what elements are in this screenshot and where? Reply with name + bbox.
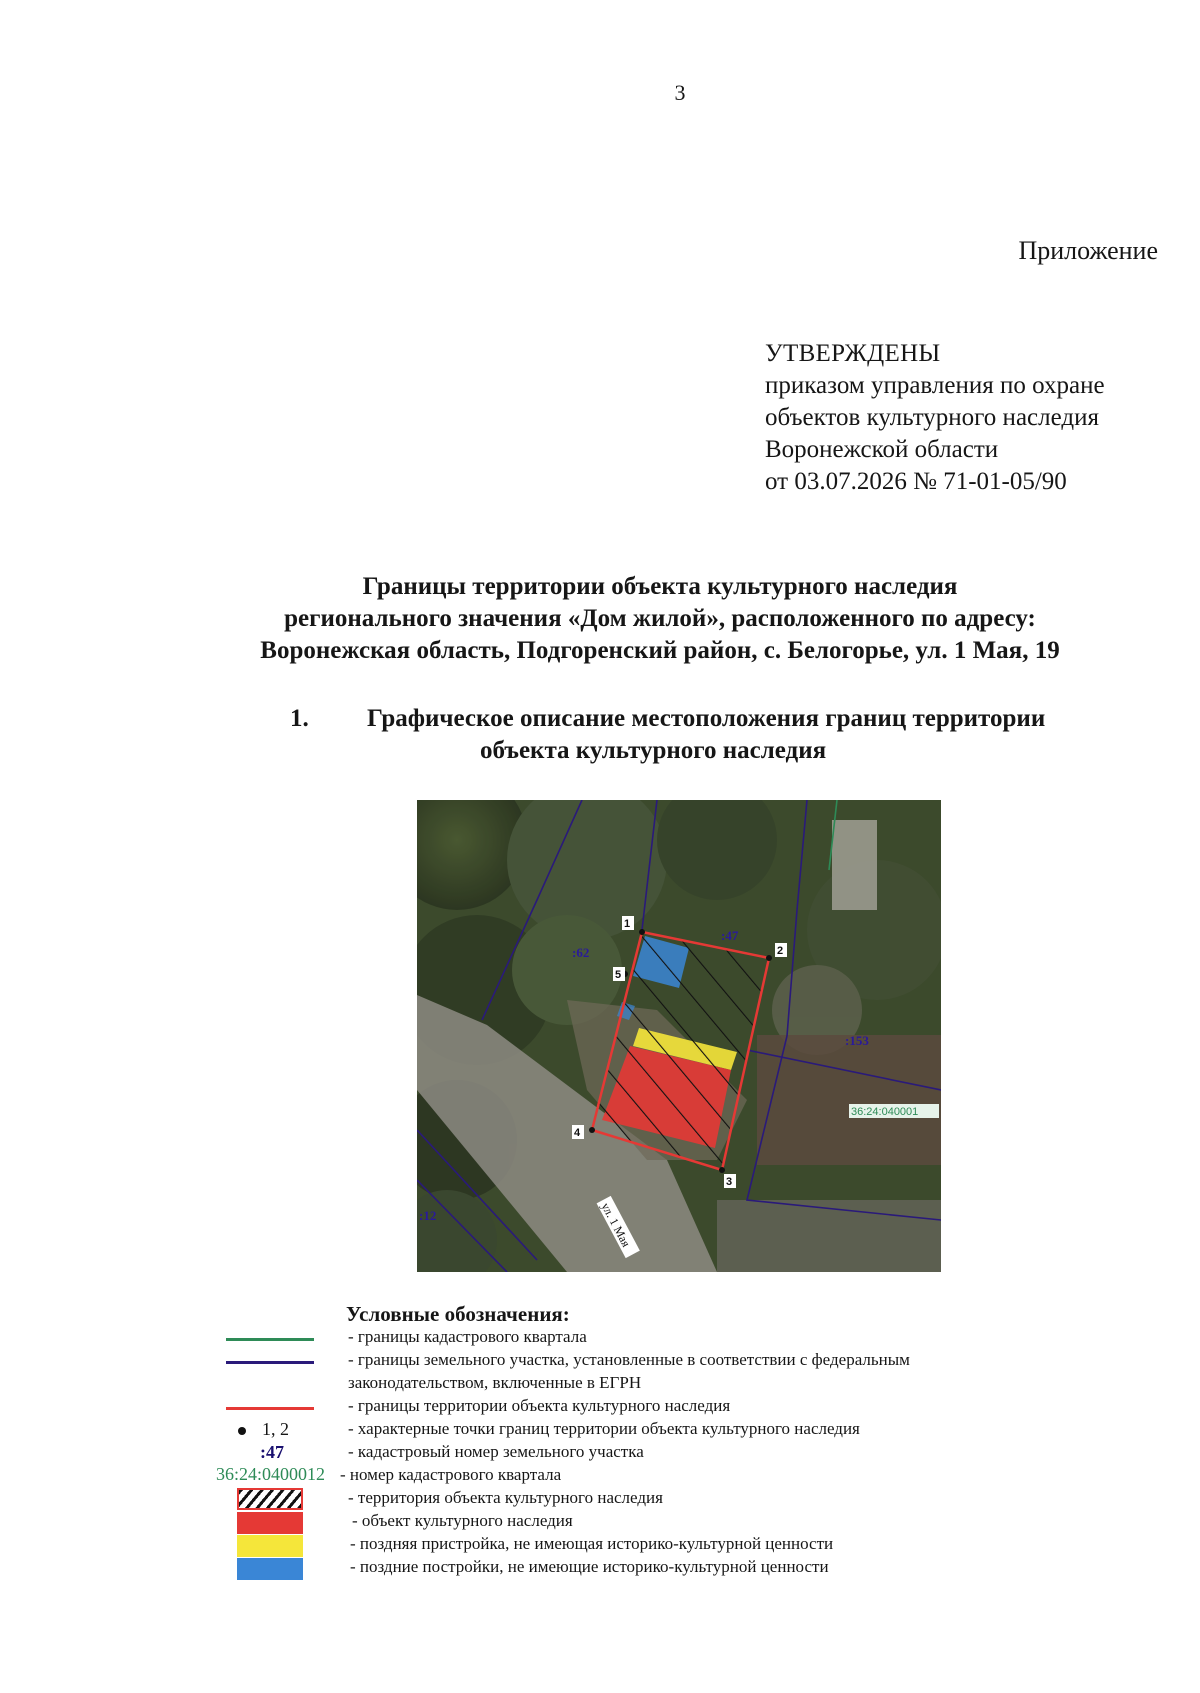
- legend-symbol-point: [238, 1427, 246, 1435]
- approval-line: объектов культурного наследия: [765, 404, 1099, 431]
- legend-symbol-parcel-number: :47: [260, 1442, 284, 1462]
- page-number: 3: [674, 80, 686, 105]
- section-title-line: Графическое описание местоположения границ территории: [367, 705, 1046, 732]
- boundary-point: [639, 929, 645, 935]
- legend-text: - кадастровый номер земельного участка: [348, 1442, 644, 1461]
- legend-symbol-text: 1, 2: [262, 1419, 289, 1439]
- legend-text: - территория объекта культурного наследия: [348, 1488, 663, 1507]
- title-line: Воронежская область, Подгоренский район, с. Белогорье, ул. 1 Мая, 19: [260, 637, 1060, 664]
- approval-block: [765, 338, 1105, 498]
- point-label: 5: [615, 969, 622, 981]
- legend-text: - границы кадастрового квартала: [348, 1327, 587, 1346]
- roof: [717, 1200, 941, 1272]
- legend-symbol-hatch: [237, 1488, 303, 1510]
- point-label: 3: [726, 1176, 733, 1188]
- document-title: [160, 571, 1160, 667]
- parcel-number-label: :153: [845, 1033, 869, 1048]
- roof: [757, 1035, 941, 1165]
- legend-text: законодательством, включенные в ЕГРН: [348, 1373, 642, 1392]
- legend-text: - поздняя пристройка, не имеющая историко-культурной ценности: [350, 1534, 834, 1553]
- legend-symbol-parcel-boundary: [226, 1361, 314, 1364]
- legend-symbol-territory-boundary: [226, 1407, 314, 1410]
- parcel-number-label: :47: [721, 928, 739, 943]
- legend-symbol-late-buildings: [237, 1558, 303, 1580]
- legend-symbol-heritage-object: [237, 1512, 303, 1534]
- legend-symbol-quarter-boundary: [226, 1338, 314, 1341]
- boundary-point: [719, 1167, 725, 1173]
- parcel-number-label: :12: [419, 1208, 437, 1223]
- boundary-point: [589, 1127, 595, 1133]
- legend-text: - границы земельного участка, установленные в соответствии с федеральным: [348, 1350, 910, 1369]
- approval-line: приказом управления по охране: [765, 372, 1105, 399]
- legend-text: - объект культурного наследия: [352, 1511, 573, 1530]
- aerial-map: [417, 800, 941, 1272]
- section-title-line: объекта культурного наследия: [480, 737, 827, 764]
- approval-line: Воронежской области: [765, 436, 999, 463]
- legend-symbol-late-annex: [237, 1535, 303, 1557]
- point-label: 2: [777, 945, 784, 957]
- legend-text: - поздние постройки, не имеющие историко-культурной ценности: [350, 1557, 829, 1576]
- boundary-point: [766, 955, 772, 961]
- point-label: 1: [624, 918, 631, 930]
- title-line: регионального значения «Дом жилой», расположенного по адресу:: [284, 605, 1036, 632]
- title-line: Границы территории объекта культурного наследия: [362, 573, 958, 600]
- legend-title: Условные обозначения:: [346, 1302, 570, 1326]
- parcel-number-label: :62: [572, 945, 590, 960]
- quarter-label: 36:24:040001: [851, 1106, 919, 1118]
- roof: [832, 820, 877, 910]
- legend-text: - характерные точки границ территории объекта культурного наследия: [348, 1419, 860, 1438]
- legend-symbol-quarter-number: 36:24:0400012: [216, 1464, 326, 1484]
- legend-text: - границы территории объекта культурного наследия: [348, 1396, 731, 1415]
- street-label: ул. 1 Мая: [598, 1200, 634, 1250]
- section-number: 1.: [290, 705, 309, 732]
- legend-text: - номер кадастрового квартала: [340, 1465, 562, 1484]
- approval-date-number: от 03.07.2026 № 71-01-05/90: [765, 468, 1067, 495]
- approval-heading: УТВЕРЖДЕНЫ: [765, 340, 941, 367]
- point-label: 4: [574, 1127, 581, 1139]
- appendix-label: Приложение: [1018, 236, 1158, 265]
